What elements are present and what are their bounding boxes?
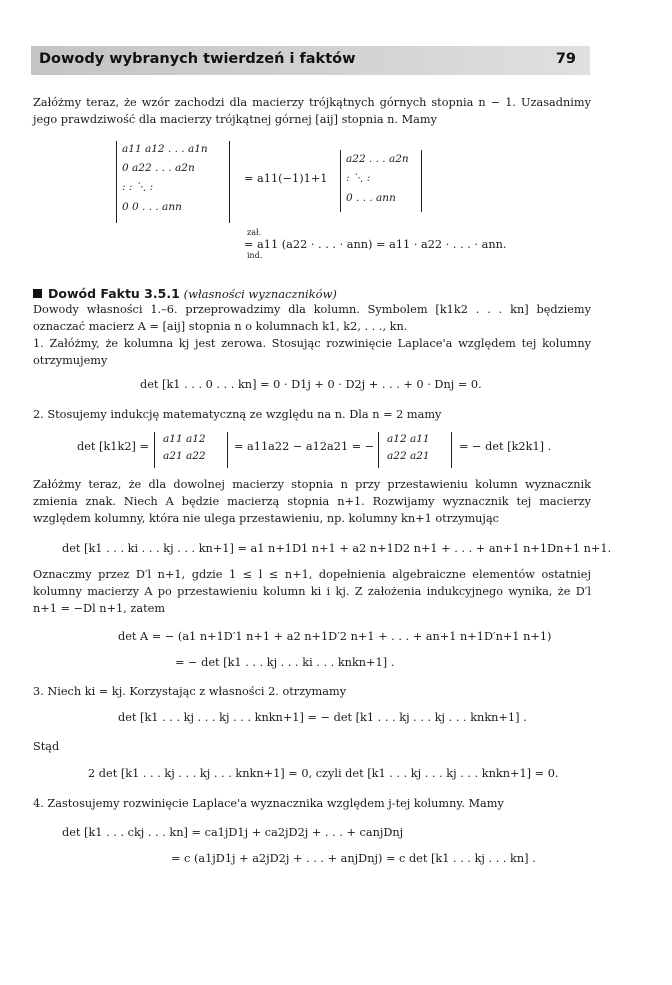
equation-4: det [k1 . . . ki . . . kj . . . kn+1] = a1 n+1D1 n+1 + a2 n+1D2 n+1 + . . . + an+1 n+1Dn+1 n+1. [62,542,612,555]
section-heading [33,286,337,301]
equation-3-lhs: det [k1k2] = [77,440,149,453]
section-subtitle: (własności wyznaczników) [183,287,337,301]
matrix-left-row: 0 0 . . . ann [122,201,182,213]
equation-3-rhs: = − det [k2k1] . [459,440,552,453]
matrix-right-row: 0 . . . ann [346,192,396,204]
matrix-left-row: a11 a12 . . . a1n [122,143,208,155]
paragraph-8: 4. Zastosujemy rozwinięcie Laplace'a wyznacznika względem j-tej kolumny. Mamy [33,797,504,810]
paragraph-3: 2. Stosujemy indukcję matematyczną ze względu na n. Dla n = 2 mamy [33,408,442,421]
paragraph-5: Oznaczmy przez D′l n+1, gdzie 1 ≤ l ≤ n+1, dopełnienia algebraiczne elementów ostatniej kolumny macierzy A po przestawieniu kolumn ki i kj. Z założenia indukcyjnego wynika, że D′l n+1 = −Dl n+1, zatem [33,568,591,615]
paragraph-2: 1. Załóżmy, że kolumna kj jest zerowa. Stosując rozwinięcie Laplace'a względem tej kolumny otrzymujemy [33,337,591,367]
matrix-left-row: : : ⋱ : [122,181,154,193]
equation-7: 2 det [k1 . . . kj . . . kj . . . knkn+1] = 0, czyli det [k1 . . . kj . . . kj . . . knkn+1] = 0. [88,767,559,780]
section-title: Dowód Faktu 3.5.1 [48,286,180,301]
equation-8-line1: det [k1 . . . ckj . . . kn] = ca1jD1j + ca2jD2j + . . . + canjDnj [62,826,404,839]
equation-3-middle: = a11a22 − a12a21 = − [234,440,375,453]
paragraph-7: Stąd [33,740,60,753]
matrix-2x2-b-row: a22 a21 [387,450,430,462]
matrix-2x2-b [378,432,452,468]
equation-5-line1: det A = − (a1 n+1D′1 n+1 + a2 n+1D′2 n+1 + . . . + an+1 n+1D′n+1 n+1) [118,630,552,643]
equation-6: det [k1 . . . kj . . . kj . . . knkn+1] = − det [k1 . . . kj . . . kj . . . knkn+1] . [118,711,527,724]
equation-1-middle: = a11(−1)1+1 [244,172,328,185]
ind-label: ind. [247,251,263,260]
zal-label: zał. [247,228,262,237]
page-header [31,46,590,75]
matrix-left [116,141,230,223]
equation-8-line2: = c (a1jD1j + a2jD2j + . . . + anjDnj) = c det [k1 . . . kj . . . kn] . [171,852,536,865]
section-bullet-icon [33,289,42,298]
matrix-2x2-b-row: a12 a11 [387,433,430,445]
equation-1-line2: = a11 (a22 · . . . · ann) = a11 · a22 · . . . · ann. [244,238,507,251]
paragraph-1: Dowody własności 1.–6. przeprowadzimy dla kolumn. Symbolem [k1k2 . . . kn] będziemy oznaczać macierz A = [aij] stopnia n o kolumnach k1, k2, . . ., kn. [33,303,591,333]
matrix-2x2-a-row: a21 a22 [163,450,206,462]
paragraph-6: 3. Niech ki = kj. Korzystając z własności 2. otrzymamy [33,685,347,698]
page-number: 79 [555,51,576,67]
matrix-right-row: : ⋱ : [346,172,371,184]
matrix-2x2-a [154,432,228,468]
matrix-right [340,150,422,212]
matrix-right-row: a22 . . . a2n [346,153,409,165]
equation-5-line2: = − det [k1 . . . kj . . . ki . . . knkn+1] . [175,656,395,669]
paragraph-4: Załóżmy teraz, że dla dowolnej macierzy stopnia n przy przestawieniu kolumn wyznacznik zmienia znak. Niech A będzie macierzą stopnia n+1. Rozwijamy wyznacznik tej macierzy względem kolumny, która nie ulega przestawieniu, np. kolumny kn+1 otrzymując [33,478,591,525]
header-title: Dowody wybranych twierdzeń i faktów [39,51,356,67]
intro-paragraph: Załóżmy teraz, że wzór zachodzi dla macierzy trójkątnych górnych stopnia n − 1. Uzasadnimy jego prawdziwość dla macierzy trójkątnej górnej [aij] stopnia n. Mamy [33,96,591,126]
matrix-2x2-a-row: a11 a12 [163,433,206,445]
equation-2: det [k1 . . . 0 . . . kn] = 0 · D1j + 0 · D2j + . . . + 0 · Dnj = 0. [140,378,482,391]
matrix-left-row: 0 a22 . . . a2n [122,162,195,174]
